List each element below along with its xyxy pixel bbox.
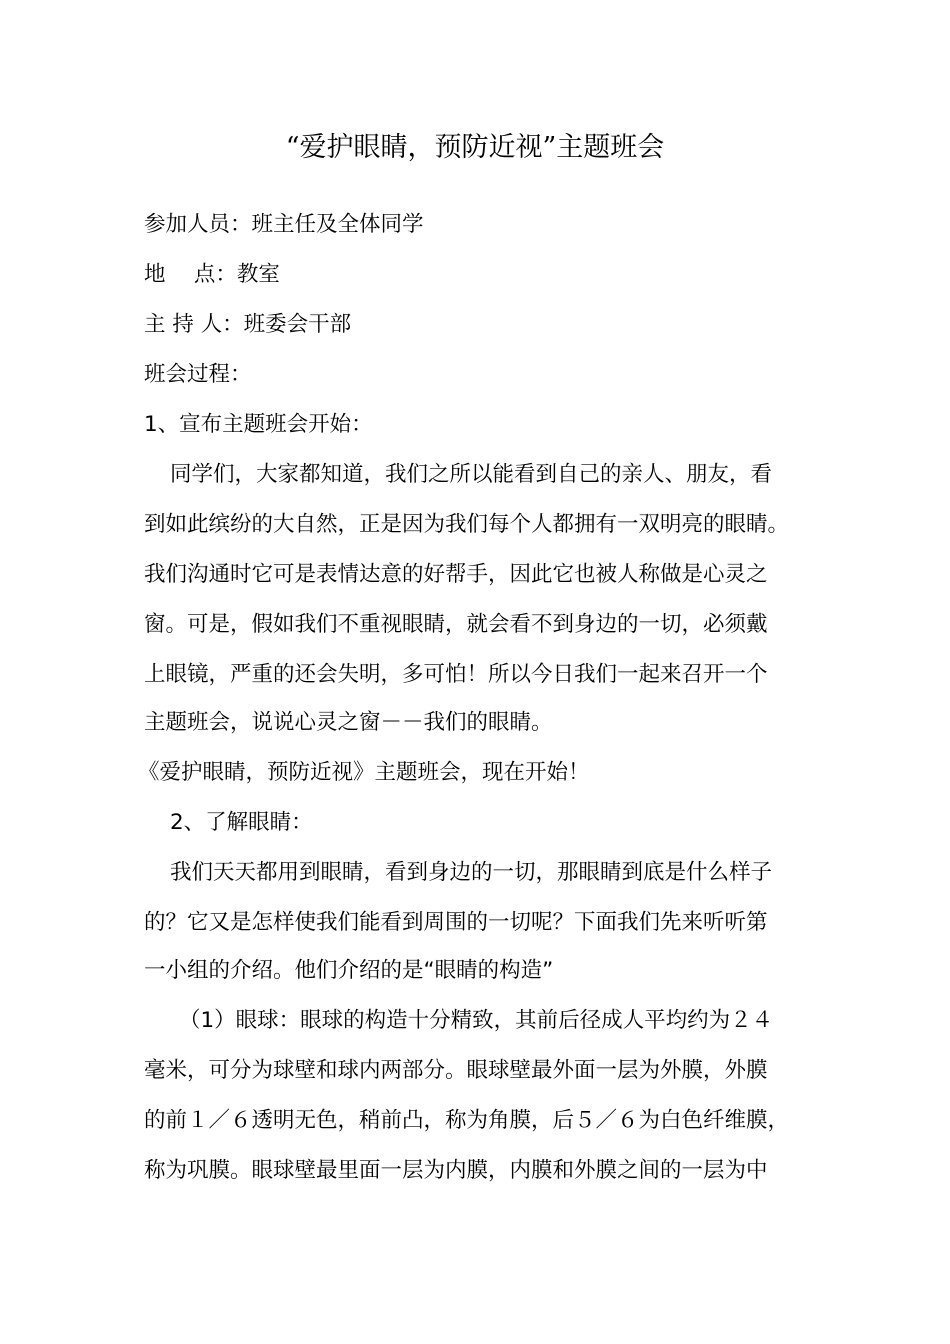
location-line: 地 点：教室	[144, 262, 280, 287]
process-heading: 班会过程：	[144, 362, 252, 387]
opening-announcement: 《爱护眼睛，预防近视》主题班会，现在开始！	[138, 760, 590, 785]
paragraph-line: 我们沟通时它可是表情达意的好帮手，因此它也被人称做是心灵之	[144, 562, 768, 587]
section-1-heading: 1、宣布主题班会开始：	[144, 412, 373, 437]
paragraph-line: 到如此缤纷的大自然，正是因为我们每个人都拥有一双明亮的眼睛。	[144, 512, 790, 537]
paragraph-line: 同学们，大家都知道，我们之所以能看到自己的亲人、朋友，看	[170, 462, 773, 487]
host-line: 主 持 人：班委会干部	[144, 312, 352, 337]
paragraph-line: 主题班会，说说心灵之窗－－我们的眼睛。	[144, 710, 553, 735]
paragraph-line: 毫米，可分为球壁和球内两部分。眼球壁最外面一层为外膜，外膜	[144, 1058, 768, 1083]
paragraph-line: 上眼镜，严重的还会失明，多可怕！所以今日我们一起来召开一个	[144, 662, 768, 687]
paragraph-line: 称为巩膜。眼球壁最里面一层为内膜，内膜和外膜之间的一层为中	[144, 1158, 768, 1183]
section-2-heading: 2、了解眼睛：	[170, 810, 313, 835]
paragraph-line: 一小组的介绍。他们介绍的是“眼睛的构造”	[144, 958, 554, 983]
paragraph-line: 窗。可是，假如我们不重视眼睛，就会看不到身边的一切，必须戴	[144, 612, 768, 637]
paragraph-line: 的？它又是怎样使我们能看到周围的一切呢？下面我们先来听听第	[144, 910, 768, 935]
participants-line: 参加人员：班主任及全体同学	[144, 212, 424, 237]
paragraph-line: 我们天天都用到眼睛，看到身边的一切，那眼睛到底是什么样子	[170, 860, 773, 885]
eyeball-item-line: （1）眼球：眼球的构造十分精致，其前后径成人平均约为２４	[179, 1008, 774, 1033]
paragraph-line: 的前１／６透明无色，稍前凸，称为角膜，后５／６为白色纤维膜，	[144, 1108, 790, 1133]
document-title: “爱护眼睛，预防近视”主题班会	[285, 132, 665, 163]
